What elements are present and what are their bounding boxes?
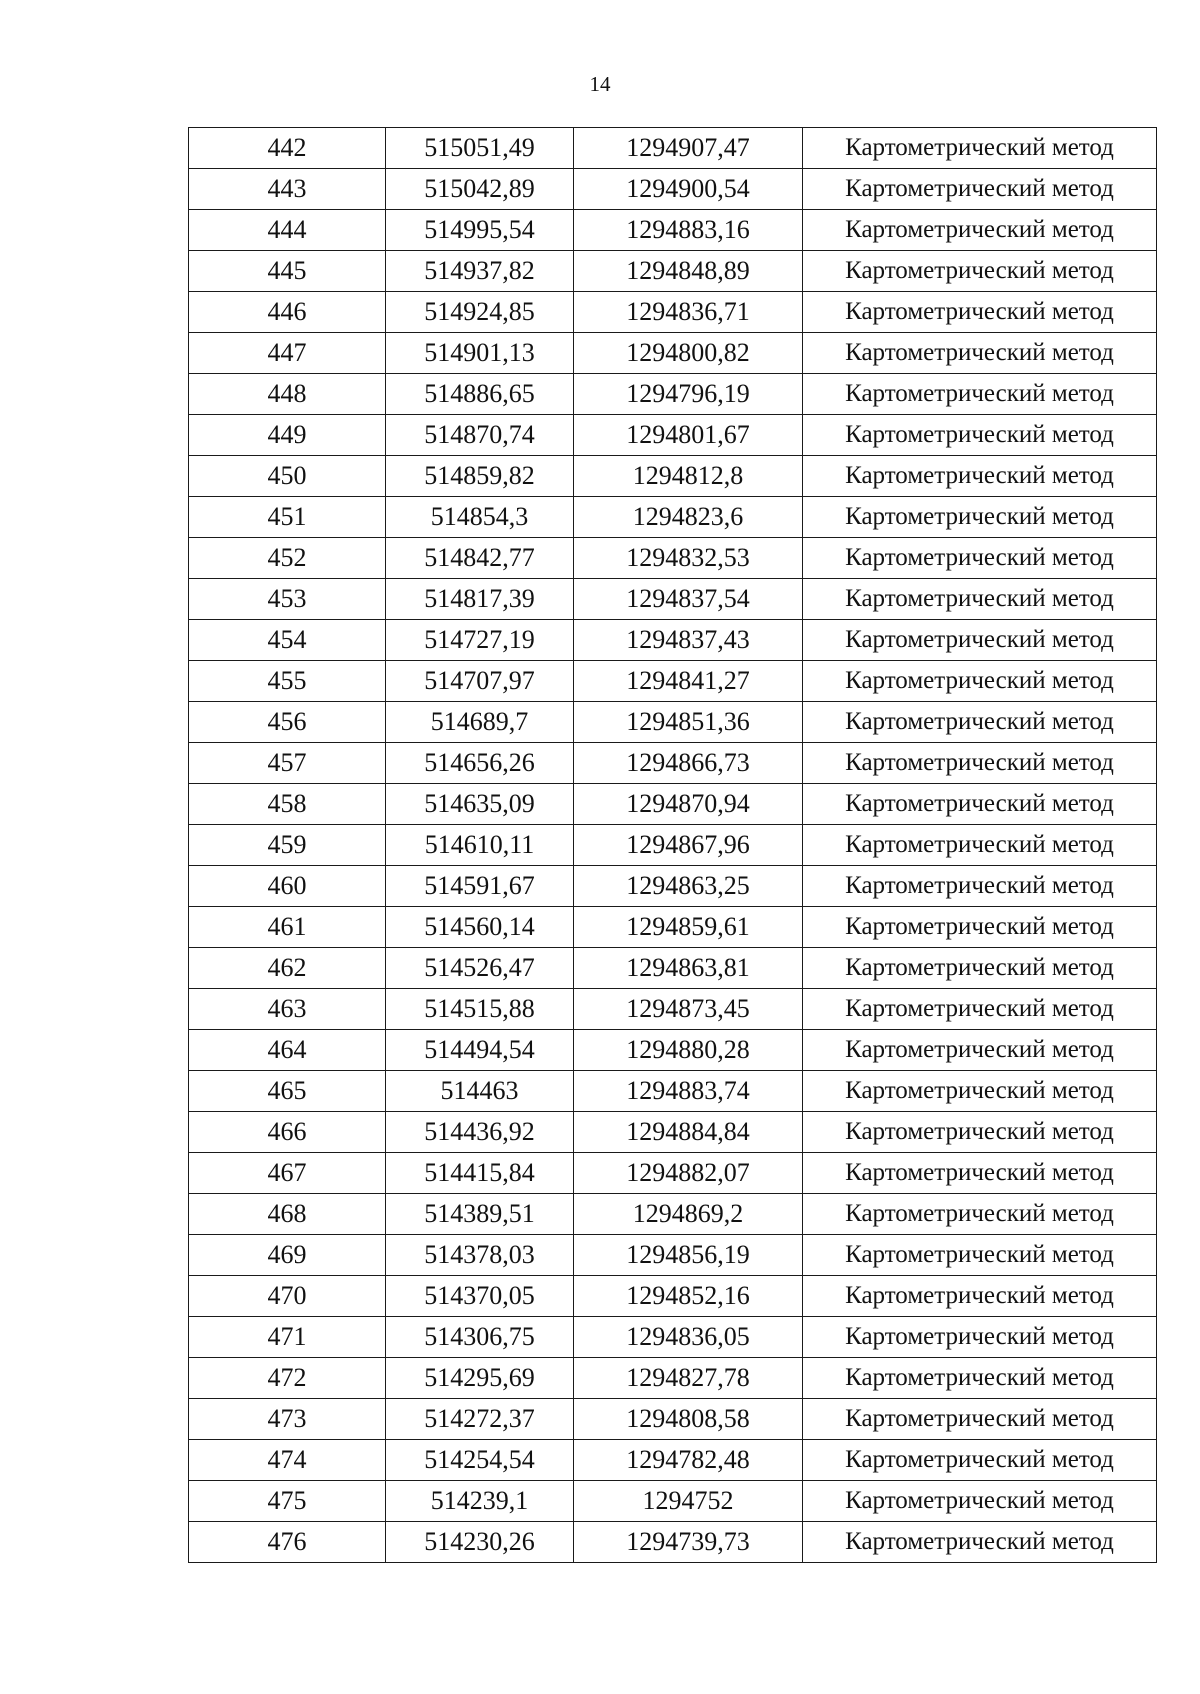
coordinate-y-cell: 1294907,47	[574, 128, 803, 169]
coordinate-y-cell: 1294866,73	[574, 743, 803, 784]
table-row	[189, 825, 1157, 866]
table-row	[189, 743, 1157, 784]
table-row	[189, 1522, 1157, 1563]
coordinate-y-cell: 1294832,53	[574, 538, 803, 579]
point-number-cell: 443	[189, 169, 386, 210]
point-number-cell: 458	[189, 784, 386, 825]
table-row	[189, 1317, 1157, 1358]
table-row	[189, 1399, 1157, 1440]
table-row	[189, 1112, 1157, 1153]
coordinate-y-cell: 1294851,36	[574, 702, 803, 743]
coordinate-y-cell: 1294752	[574, 1481, 803, 1522]
method-cell: Картометрический метод	[803, 1481, 1157, 1522]
coordinate-x-cell: 514463	[386, 1071, 574, 1112]
table-row	[189, 1358, 1157, 1399]
coordinate-x-cell: 514937,82	[386, 251, 574, 292]
method-cell: Картометрический метод	[803, 1030, 1157, 1071]
coordinate-x-cell: 514389,51	[386, 1194, 574, 1235]
table-row	[189, 948, 1157, 989]
coordinate-y-cell: 1294800,82	[574, 333, 803, 374]
table-row	[189, 1071, 1157, 1112]
method-cell: Картометрический метод	[803, 333, 1157, 374]
coordinate-x-cell: 514494,54	[386, 1030, 574, 1071]
table-row	[189, 374, 1157, 415]
page-number: 14	[589, 72, 611, 96]
coordinate-y-cell: 1294882,07	[574, 1153, 803, 1194]
point-number-cell: 455	[189, 661, 386, 702]
table-row	[189, 415, 1157, 456]
point-number-cell: 459	[189, 825, 386, 866]
table-row	[189, 1030, 1157, 1071]
point-number-cell: 452	[189, 538, 386, 579]
coordinate-y-cell: 1294801,67	[574, 415, 803, 456]
coordinate-y-cell: 1294782,48	[574, 1440, 803, 1481]
coordinate-y-cell: 1294859,61	[574, 907, 803, 948]
method-cell: Картометрический метод	[803, 210, 1157, 251]
point-number-cell: 470	[189, 1276, 386, 1317]
method-cell: Картометрический метод	[803, 989, 1157, 1030]
coordinate-y-cell: 1294827,78	[574, 1358, 803, 1399]
table-row	[189, 210, 1157, 251]
table-row	[189, 907, 1157, 948]
table-row	[189, 1194, 1157, 1235]
coordinate-x-cell: 514727,19	[386, 620, 574, 661]
coordinate-x-cell: 514859,82	[386, 456, 574, 497]
coordinate-y-cell: 1294869,2	[574, 1194, 803, 1235]
coordinate-x-cell: 514370,05	[386, 1276, 574, 1317]
method-cell: Картометрический метод	[803, 374, 1157, 415]
point-number-cell: 446	[189, 292, 386, 333]
coordinate-x-cell: 514254,54	[386, 1440, 574, 1481]
point-number-cell: 445	[189, 251, 386, 292]
method-cell: Картометрический метод	[803, 661, 1157, 702]
point-number-cell: 466	[189, 1112, 386, 1153]
coordinate-x-cell: 514995,54	[386, 210, 574, 251]
table-row	[189, 538, 1157, 579]
table-row	[189, 620, 1157, 661]
table-row	[189, 169, 1157, 210]
coordinate-x-cell: 514591,67	[386, 866, 574, 907]
point-number-cell: 476	[189, 1522, 386, 1563]
table-row	[189, 1481, 1157, 1522]
point-number-cell: 453	[189, 579, 386, 620]
coordinate-y-cell: 1294863,81	[574, 948, 803, 989]
coordinate-y-cell: 1294883,16	[574, 210, 803, 251]
coordinate-x-cell: 514610,11	[386, 825, 574, 866]
coordinate-x-cell: 514526,47	[386, 948, 574, 989]
coordinate-y-cell: 1294837,54	[574, 579, 803, 620]
coordinate-y-cell: 1294836,05	[574, 1317, 803, 1358]
coordinate-y-cell: 1294867,96	[574, 825, 803, 866]
table-row	[189, 1440, 1157, 1481]
method-cell: Картометрический метод	[803, 1522, 1157, 1563]
point-number-cell: 448	[189, 374, 386, 415]
coordinate-y-cell: 1294837,43	[574, 620, 803, 661]
coordinate-x-cell: 514560,14	[386, 907, 574, 948]
coordinate-x-cell: 514295,69	[386, 1358, 574, 1399]
coordinate-x-cell: 514924,85	[386, 292, 574, 333]
coordinate-x-cell: 514415,84	[386, 1153, 574, 1194]
coordinate-y-cell: 1294870,94	[574, 784, 803, 825]
coordinate-x-cell: 514378,03	[386, 1235, 574, 1276]
method-cell: Картометрический метод	[803, 1358, 1157, 1399]
point-number-cell: 460	[189, 866, 386, 907]
coordinate-x-cell: 514306,75	[386, 1317, 574, 1358]
coordinate-x-cell: 514436,92	[386, 1112, 574, 1153]
table-row	[189, 784, 1157, 825]
method-cell: Картометрический метод	[803, 1440, 1157, 1481]
point-number-cell: 456	[189, 702, 386, 743]
method-cell: Картометрический метод	[803, 1153, 1157, 1194]
method-cell: Картометрический метод	[803, 538, 1157, 579]
method-cell: Картометрический метод	[803, 1235, 1157, 1276]
method-cell: Картометрический метод	[803, 825, 1157, 866]
coordinate-y-cell: 1294883,74	[574, 1071, 803, 1112]
coordinate-x-cell: 514635,09	[386, 784, 574, 825]
point-number-cell: 463	[189, 989, 386, 1030]
coordinate-x-cell: 514817,39	[386, 579, 574, 620]
point-number-cell: 442	[189, 128, 386, 169]
coordinate-y-cell: 1294823,6	[574, 497, 803, 538]
table-row	[189, 702, 1157, 743]
method-cell: Картометрический метод	[803, 128, 1157, 169]
table-row	[189, 1276, 1157, 1317]
coordinate-y-cell: 1294739,73	[574, 1522, 803, 1563]
table-row	[189, 866, 1157, 907]
point-number-cell: 472	[189, 1358, 386, 1399]
point-number-cell: 465	[189, 1071, 386, 1112]
coordinate-x-cell: 514842,77	[386, 538, 574, 579]
table-row	[189, 989, 1157, 1030]
coordinate-y-cell: 1294880,28	[574, 1030, 803, 1071]
point-number-cell: 467	[189, 1153, 386, 1194]
table-row	[189, 251, 1157, 292]
table-row	[189, 661, 1157, 702]
coordinate-x-cell: 514854,3	[386, 497, 574, 538]
point-number-cell: 444	[189, 210, 386, 251]
coordinate-x-cell: 514901,13	[386, 333, 574, 374]
coordinate-y-cell: 1294812,8	[574, 456, 803, 497]
method-cell: Картометрический метод	[803, 497, 1157, 538]
point-number-cell: 461	[189, 907, 386, 948]
coordinate-x-cell: 514707,97	[386, 661, 574, 702]
method-cell: Картометрический метод	[803, 1071, 1157, 1112]
table-row	[189, 1153, 1157, 1194]
point-number-cell: 469	[189, 1235, 386, 1276]
method-cell: Картометрический метод	[803, 948, 1157, 989]
point-number-cell: 447	[189, 333, 386, 374]
point-number-cell: 468	[189, 1194, 386, 1235]
coordinate-y-cell: 1294852,16	[574, 1276, 803, 1317]
coordinate-x-cell: 514515,88	[386, 989, 574, 1030]
coordinate-y-cell: 1294856,19	[574, 1235, 803, 1276]
method-cell: Картометрический метод	[803, 579, 1157, 620]
coordinate-x-cell: 514272,37	[386, 1399, 574, 1440]
method-cell: Картометрический метод	[803, 743, 1157, 784]
point-number-cell: 451	[189, 497, 386, 538]
coordinate-y-cell: 1294873,45	[574, 989, 803, 1030]
method-cell: Картометрический метод	[803, 1194, 1157, 1235]
method-cell: Картометрический метод	[803, 1112, 1157, 1153]
coordinate-y-cell: 1294796,19	[574, 374, 803, 415]
method-cell: Картометрический метод	[803, 1276, 1157, 1317]
point-number-cell: 462	[189, 948, 386, 989]
coordinate-x-cell: 514886,65	[386, 374, 574, 415]
coordinate-x-cell: 514689,7	[386, 702, 574, 743]
coordinate-y-cell: 1294863,25	[574, 866, 803, 907]
point-number-cell: 450	[189, 456, 386, 497]
coordinate-x-cell: 514239,1	[386, 1481, 574, 1522]
coordinate-x-cell: 514656,26	[386, 743, 574, 784]
point-number-cell: 471	[189, 1317, 386, 1358]
coordinate-x-cell: 515042,89	[386, 169, 574, 210]
method-cell: Картометрический метод	[803, 169, 1157, 210]
table-row	[189, 579, 1157, 620]
method-cell: Картометрический метод	[803, 1317, 1157, 1358]
point-number-cell: 473	[189, 1399, 386, 1440]
method-cell: Картометрический метод	[803, 456, 1157, 497]
coordinate-y-cell: 1294848,89	[574, 251, 803, 292]
coordinate-x-cell: 514870,74	[386, 415, 574, 456]
coordinate-x-cell: 514230,26	[386, 1522, 574, 1563]
table-row	[189, 1235, 1157, 1276]
method-cell: Картометрический метод	[803, 907, 1157, 948]
coordinate-x-cell: 515051,49	[386, 128, 574, 169]
coordinate-y-cell: 1294808,58	[574, 1399, 803, 1440]
method-cell: Картометрический метод	[803, 292, 1157, 333]
coordinate-y-cell: 1294900,54	[574, 169, 803, 210]
point-number-cell: 454	[189, 620, 386, 661]
coordinate-y-cell: 1294841,27	[574, 661, 803, 702]
method-cell: Картометрический метод	[803, 415, 1157, 456]
coordinates-table	[188, 127, 1157, 1563]
method-cell: Картометрический метод	[803, 1399, 1157, 1440]
method-cell: Картометрический метод	[803, 620, 1157, 661]
method-cell: Картометрический метод	[803, 702, 1157, 743]
table-row	[189, 333, 1157, 374]
point-number-cell: 475	[189, 1481, 386, 1522]
table-row	[189, 128, 1157, 169]
point-number-cell: 464	[189, 1030, 386, 1071]
coordinates-table-body	[189, 128, 1157, 1563]
point-number-cell: 449	[189, 415, 386, 456]
point-number-cell: 457	[189, 743, 386, 784]
method-cell: Картометрический метод	[803, 784, 1157, 825]
table-row	[189, 292, 1157, 333]
point-number-cell: 474	[189, 1440, 386, 1481]
coordinate-y-cell: 1294884,84	[574, 1112, 803, 1153]
table-row	[189, 456, 1157, 497]
method-cell: Картометрический метод	[803, 866, 1157, 907]
table-row	[189, 497, 1157, 538]
coordinate-y-cell: 1294836,71	[574, 292, 803, 333]
method-cell: Картометрический метод	[803, 251, 1157, 292]
